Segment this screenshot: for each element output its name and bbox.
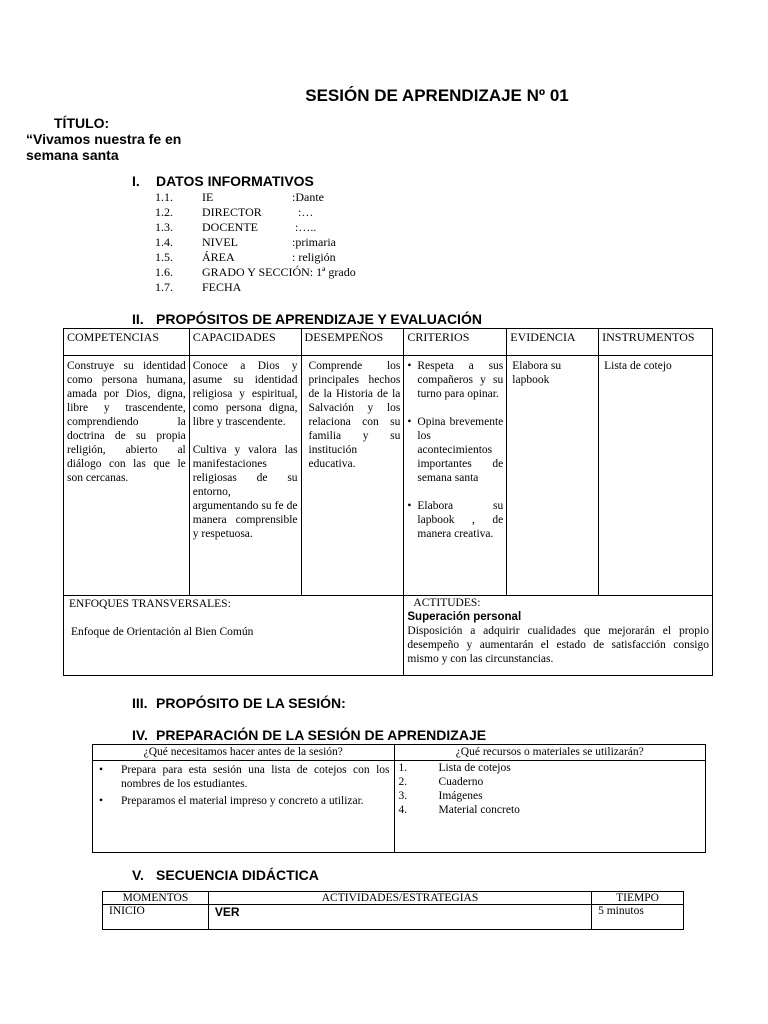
- list-number: 1.: [398, 762, 408, 774]
- section-number: II.: [132, 311, 144, 327]
- table-row: [93, 761, 706, 853]
- header-instrumentos: INSTRUMENTOS: [599, 329, 713, 356]
- secuencia-table: [102, 891, 684, 930]
- datos-number: 1.5.: [155, 250, 173, 264]
- datos-row: [155, 235, 356, 250]
- datos-value: : religión: [292, 250, 336, 264]
- header-actividades: ACTIVIDADES/ESTRATEGIAS: [208, 892, 591, 905]
- table-row: [64, 356, 713, 596]
- table-row: [103, 905, 684, 930]
- section-title: PROPÓSITO DE LA SESIÓN:: [156, 695, 346, 711]
- section-number: I.: [132, 173, 140, 189]
- datos-row: [155, 190, 356, 205]
- cell-capacidades: [189, 356, 301, 596]
- section-datos-informativos: [132, 173, 314, 189]
- datos-label: NIVEL: [202, 235, 238, 249]
- datos-value: :primaria: [292, 235, 336, 249]
- list-item: [399, 789, 702, 803]
- datos-number: 1.4.: [155, 235, 173, 249]
- section-number: III.: [132, 695, 148, 711]
- cell-recursos: [394, 761, 706, 853]
- datos-row: [155, 220, 356, 235]
- datos-number: 1.6.: [155, 265, 173, 279]
- bullet-icon: •: [99, 795, 104, 807]
- section-secuencia: [132, 867, 319, 883]
- cell-antes: [93, 761, 395, 853]
- list-item: [399, 761, 702, 775]
- header-momentos: MOMENTOS: [103, 892, 209, 905]
- actitudes-subtitle: Superación personal: [407, 611, 522, 623]
- datos-label: GRADO Y SECCIÓN:: [202, 265, 314, 279]
- section-propositos: [132, 311, 482, 327]
- datos-number: 1.1.: [155, 190, 173, 204]
- table-header-row: [103, 892, 684, 905]
- datos-number: 1.2.: [155, 205, 173, 219]
- recursos-list: [399, 761, 702, 817]
- enfoques-value: Enfoque de Orientación al Bien Común: [71, 626, 254, 638]
- cell-competencia: [64, 356, 190, 596]
- list-item: [97, 763, 390, 791]
- list-number: 2.: [398, 776, 408, 788]
- datos-value: 1ª grado: [313, 265, 356, 279]
- antes-text: Preparamos el material impreso y concreto a utilizar.: [121, 795, 364, 807]
- criterio-item: [407, 359, 503, 401]
- datos-row: [155, 265, 356, 280]
- preparacion-table: [92, 744, 706, 853]
- desempeno-text: Comprende los principales hechos de la Historia de la Salvación y los relaciona con su familia y su institución educativa.: [308, 360, 401, 470]
- cell-desempeno: [301, 356, 404, 596]
- bullet-icon: •: [407, 416, 412, 428]
- datos-label: DOCENTE: [202, 220, 258, 234]
- header-antes: ¿Qué necesitamos hacer antes de la sesión?: [93, 745, 395, 761]
- cell-momento: INICIO: [103, 905, 209, 930]
- datos-row: [155, 250, 356, 265]
- header-evidencia: EVIDENCIA: [507, 329, 599, 356]
- recurso-text: Imágenes: [438, 790, 483, 802]
- datos-number: 1.3.: [155, 220, 173, 234]
- list-item: [97, 794, 390, 808]
- datos-label: IE: [202, 190, 214, 204]
- datos-label: DIRECTOR: [202, 205, 262, 219]
- header-tiempo: TIEMPO: [592, 892, 684, 905]
- capacidad-text: Conoce a Dios y asume su identidad religiosa y espiritual, como persona digna, libre y trascendente.: [192, 360, 298, 428]
- datos-value: :…..: [292, 220, 317, 234]
- cell-instrumento: [599, 356, 713, 596]
- header-competencias: COMPETENCIAS: [64, 329, 190, 356]
- antes-text: Prepara para esta sesión una lista de cotejos con los nombres de los estudiantes.: [121, 764, 390, 790]
- list-number: 3.: [398, 790, 408, 802]
- evidencia-text: Elabora su lapbook: [512, 360, 562, 386]
- recurso-text: Material concreto: [438, 804, 520, 816]
- titulo-label: TÍTULO:: [54, 115, 110, 131]
- criterio-item: [407, 415, 503, 485]
- section-preparacion: [132, 727, 486, 743]
- section-title: PREPARACIÓN DE LA SESIÓN DE APRENDIZAJE: [156, 727, 487, 743]
- bullet-icon: •: [99, 764, 104, 776]
- list-item: [399, 775, 702, 789]
- cell-criterios: [404, 356, 507, 596]
- datos-row: [155, 205, 356, 220]
- table-row: [64, 596, 713, 676]
- bullet-icon: •: [407, 360, 412, 372]
- propositos-table: [63, 328, 713, 676]
- criterio-text: Opina brevemente los acontecimientos importantes de semana santa: [417, 416, 504, 484]
- recurso-text: Lista de cotejos: [438, 762, 511, 774]
- cell-actividad: VER: [208, 905, 591, 930]
- instrumento-text: Lista de cotejo: [604, 360, 672, 372]
- datos-value: :…: [292, 205, 314, 219]
- actitudes-label: ACTITUDES:: [413, 597, 481, 609]
- datos-row: [155, 280, 356, 295]
- cell-enfoques: [64, 596, 404, 676]
- cell-actitudes: [404, 596, 713, 676]
- section-proposito-sesion: [132, 695, 346, 711]
- cell-tiempo: 5 minutos: [592, 905, 684, 930]
- section-title: PROPÓSITOS DE APRENDIZAJE Y EVALUACIÓN: [156, 311, 482, 327]
- datos-number: 1.7.: [155, 280, 173, 294]
- list-number: 4.: [398, 804, 408, 816]
- titulo-text: “Vivamos nuestra fe en semana santa: [26, 131, 182, 163]
- recurso-text: Cuaderno: [438, 776, 484, 788]
- section-number: IV.: [132, 727, 148, 743]
- cell-evidencia: [507, 356, 599, 596]
- datos-label: FECHA: [202, 280, 242, 294]
- datos-list: [155, 190, 356, 295]
- table-header-row: [64, 329, 713, 356]
- header-desempenos: DESEMPEÑOS: [301, 329, 404, 356]
- datos-value: :Dante: [292, 190, 324, 204]
- competencia-text: Construye su identidad como persona humana, amada por Dios, digna, libre y trascendente, comprendiendo la doctrina de su propia religión, abierto al diálogo con las que le son cercanas.: [67, 360, 186, 484]
- list-item: [399, 803, 702, 817]
- section-number: V.: [132, 867, 144, 883]
- actitudes-text: Disposición a adquirir cualidades que mejorarán el propio desempeño y aumentarán el estado de satisfacción consigo mismo y con las circunstancias.: [407, 625, 709, 665]
- document-title: SESIÓN DE APRENDIZAJE Nº 01: [305, 86, 569, 105]
- capacidad-text: Cultiva y valora las manifestaciones religiosas de su entorno, argumentando su fe de manera comprensible y respetuosa.: [192, 444, 298, 540]
- enfoques-label: ENFOQUES TRANSVERSALES:: [69, 598, 231, 610]
- section-title: SECUENCIA DIDÁCTICA: [156, 867, 319, 883]
- criterio-text: Respeta a sus compañeros y su turno para opinar.: [417, 360, 504, 400]
- criterio-text: Elabora su lapbook , de manera creativa.: [417, 500, 504, 540]
- datos-label: ÁREA: [202, 250, 235, 264]
- criterio-item: [407, 499, 503, 541]
- header-criterios: CRITERIOS: [404, 329, 507, 356]
- header-capacidades: CAPACIDADES: [189, 329, 301, 356]
- section-title: DATOS INFORMATIVOS: [156, 173, 314, 189]
- bullet-icon: •: [407, 500, 412, 512]
- table-header-row: [93, 745, 706, 761]
- header-recursos: ¿Qué recursos o materiales se utilizarán?: [394, 745, 706, 761]
